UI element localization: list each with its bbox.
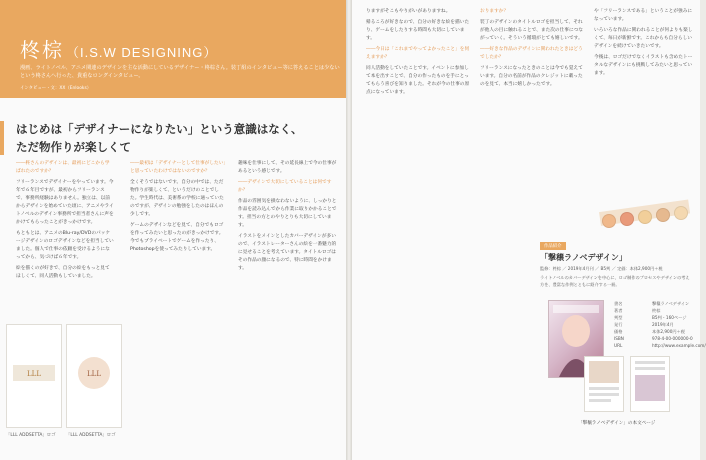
article-paragraph: いろいろな作品に関われることが何よりも楽しくて、毎日が新鮮です。これからも自分らしいデザインを続けていきたいです。 xyxy=(594,28,693,49)
article-paragraph: 作品の雰囲気を損なわないように、しっかりと作品を読み込んでから作業に取りかかることです。担当の方とのやりとりも大切にしています。 xyxy=(238,199,337,228)
article-column-3 xyxy=(238,160,338,450)
article-paragraph: 全くそうではないです。自分の中では、ただ物作りが楽しくて、というだけのことでした。学生時代は、美術系の学校に通っていたのですが、デザインの勉強をしたのはほんの少しです。 xyxy=(130,180,224,217)
color-swatch xyxy=(638,210,652,224)
book-title: 「撃穣ラノベデザイン」 xyxy=(540,253,627,262)
article-paragraph: 絵を描くのが好きで、自分の絵をもっと見てほしくて、同人活動もしていました。 xyxy=(16,266,110,279)
color-swatch xyxy=(620,212,634,226)
color-swatch xyxy=(602,214,616,228)
article-paragraph: もともとは、アニメのBlu-ray/DVDのパッケージデザインのロゴデザインなどを担当していました。個人で仕事の依頼を受けるようになってから、気づけば６年です。 xyxy=(16,231,114,260)
info-row: 発行 2019年4月 xyxy=(614,322,674,327)
interview-question: ――最初は「デザイナーとして仕事がしたい」と思っていたわけではないのですか？ xyxy=(130,161,226,174)
article-paragraph: イラストをメインとしたカバーデザインが多いので、イラストレーターさんの絵を一番魅力的に見せることを考えています。タイトルロゴはその作品の顔になるので、特に時間をかけます。 xyxy=(238,234,337,271)
book-tag: 作品紹介 xyxy=(540,242,566,250)
article-column-1 xyxy=(16,160,114,320)
interview-question: ――好きな作品のデザインに関われたときはどうでしたか？ xyxy=(480,47,583,60)
article-column-4 xyxy=(366,8,470,448)
sample-page-1 xyxy=(584,356,624,412)
info-row: 判型 B5判・160ページ xyxy=(614,315,687,320)
book-description: ライトノベルのカバーデザインを中心に、ロゴ制作のプロセスやデザインの考え方を、豊富な作例とともに紹介する一冊。 xyxy=(540,275,690,287)
article-paragraph: フリーランスでデザイナーをやっています。今年で６年目ですが、最初からフリーランスで、事務所経験はありません。独立は、以前からデザインを始めていた頃に、アニメやライトノベルのデザイン事務所で担当者さんに声をかけてもらったことがきっかけです。 xyxy=(16,180,114,225)
sample-caption: 「撃穣ラノベデザイン」の本文ページ xyxy=(578,421,656,426)
svg-text:LLL: LLL xyxy=(87,370,101,378)
info-row: URL http://www.example.com/ xyxy=(614,343,706,348)
info-row: 価格 本体2,900円＋税 xyxy=(614,329,685,334)
book-meta: 監修：柊棕 ／ 2019年4月刊 ／ B5判 ／ 定価：本体2,900円＋税 xyxy=(540,266,663,271)
logo-sample-1 xyxy=(6,324,62,428)
article-paragraph: 趣味を仕事にして、その延長線上で今の仕事があるという感じです。 xyxy=(238,161,337,174)
info-row: ISBN 978-4-00-000000-0 xyxy=(614,336,693,341)
interview-question: おりますか？ xyxy=(480,9,509,14)
article-paragraph: りますがそこもやりがいがありますね。 xyxy=(366,9,451,14)
right-page xyxy=(352,0,706,460)
figure-caption-2: 「LLL ADDSETTA」ロゴ xyxy=(66,433,116,438)
interview-question: ――デザインで大切にしていることは何ですか？ xyxy=(238,180,332,193)
article-lead: 漫画、ライトノベル、アニメ関連のデザインを主な活動にしているデザイナー・柊棕さん。装丁組のインタビュー等に答えることは少ないという柊さんへ行った、貴重なロングインタビュー。 xyxy=(20,65,340,79)
article-header xyxy=(0,0,346,98)
info-row: 著者 柊棕 xyxy=(614,308,661,313)
figure-caption-1: 「LLL ADDSETTA」ロゴ xyxy=(6,433,56,438)
article-column-6 xyxy=(594,8,694,198)
article-paragraph: や「フリーランスである」ということが強みになっています。 xyxy=(594,9,693,22)
color-swatch xyxy=(656,208,670,222)
article-column-2 xyxy=(130,160,228,320)
section-heading: はじめは「デザイナーになりたい」という意識はなく、 ただ物作りが楽しくて xyxy=(16,122,303,154)
interview-question: ――柊さんのデザインは、最初にどこから学ばれたのですか？ xyxy=(16,161,110,174)
color-swatches xyxy=(600,208,690,232)
heading-accent-bar xyxy=(0,121,4,155)
left-page xyxy=(0,0,346,460)
interview-question: ――今日は「これまでやってよかったこと」を伺えますか？ xyxy=(366,47,470,60)
article-paragraph: ゲームのデザインなどを見て、自分でもロゴを作ってみたいと思ったのがきっかけです。今でもプライベートでゲームを作ったり、Photoshopを使ってみたりしています。 xyxy=(130,223,224,252)
article-column-5 xyxy=(480,8,584,268)
designer-name: 柊棕 （I.S.W DESIGNING） xyxy=(20,38,218,62)
article-paragraph: 帰るころが好きなので、自分の好きな絵を描いたり、ゲームをしたりする時間も大切にしています。 xyxy=(366,20,470,41)
logo-figures xyxy=(6,324,124,442)
color-swatch xyxy=(674,206,688,220)
svg-text:LLL: LLL xyxy=(27,370,41,378)
article-paragraph: 同人活動をしていたことです。イベントに参加して本を出すことで、自分の作ったものを手にとってもらう喜びを知りました。それが今の仕事の原点になっています。 xyxy=(366,66,470,95)
logo-sample-2 xyxy=(66,324,122,428)
article-paragraph: フリーランスになったときのことは今でも覚えています。自分の名前が作品のクレジットに載ったのを見て、本当に嬉しかったです。 xyxy=(480,66,583,87)
article-credit: インタビュー・文：XX（Enlooks） xyxy=(20,86,92,91)
article-paragraph: 装丁のデザインのタイトルロゴを担当して、それが他人の目に触れることで、また次の仕事につながっていく。そういう循環がとても嬉しいです。 xyxy=(480,20,583,41)
info-row: 書名 撃穣ラノベデザイン xyxy=(614,301,690,306)
sample-page-2 xyxy=(630,356,670,412)
article-paragraph: 今後は、ロゴだけでなくイラストも含めたトータルなデザインにも挑戦してみたいと思っています。 xyxy=(594,55,693,76)
